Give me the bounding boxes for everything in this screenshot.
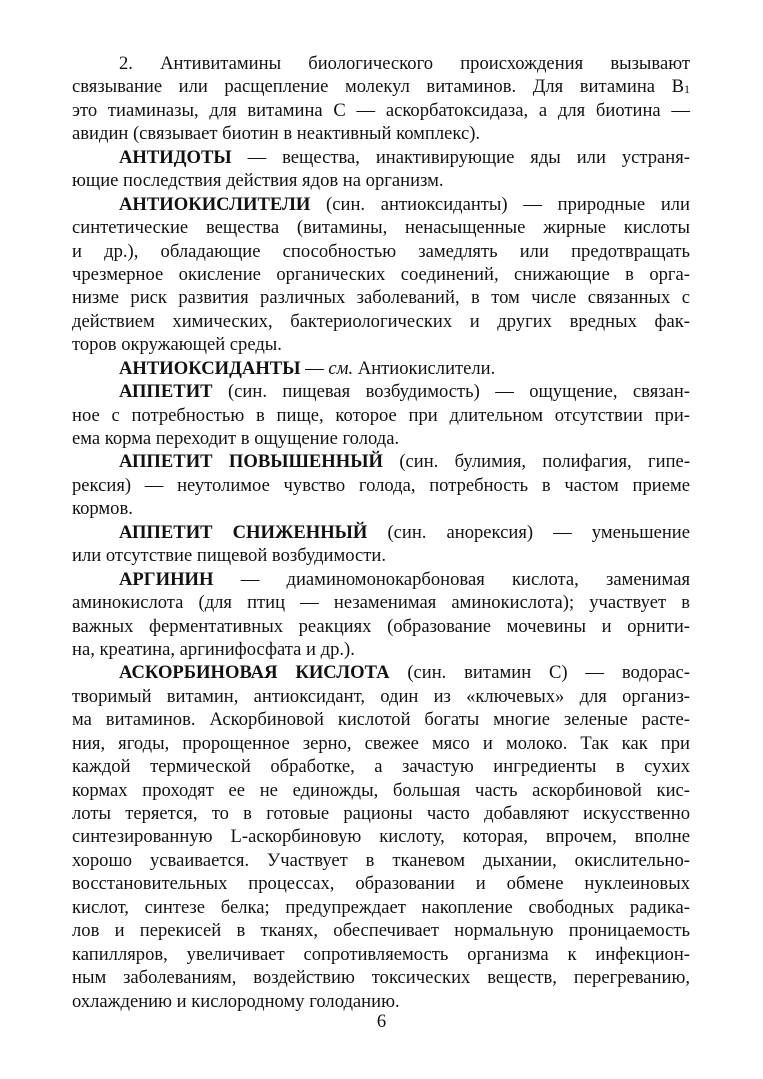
text-line [72, 497, 690, 520]
term-heading: АНТИОКИСЛИТЕЛИ [119, 193, 311, 215]
text-line [72, 896, 690, 919]
text-run: на, креатина, аргинифосфата и др.). [72, 638, 355, 660]
text-run: хорошо усваивается. Участвует в тканевом дыхании, окислительно- [72, 849, 690, 871]
term-heading: АППЕТИТ СНИЖЕННЫЙ [119, 521, 368, 543]
subscript: 1 [684, 82, 690, 97]
text-run: — диаминомонокарбоновая кислота, заменимая [213, 568, 690, 590]
text-line [72, 708, 690, 731]
text-run: связывание или расщепление молекул витаминов. Для витамина B [72, 76, 684, 98]
text-run: торов окружающей среды. [72, 334, 282, 356]
text-run: лоты теряется, то в готовые рационы часто добавляют искусственно [72, 803, 690, 824]
text-run: кормах проходят ее не единожды, большая часть аскорбиновой кис- [72, 779, 690, 801]
text-run: синтезированную L-аскорбиновую кислоту, которая, впрочем, вполне [72, 826, 690, 848]
text-run: ное с потребностью в пище, которое при длительном отсутствии при- [72, 404, 690, 426]
term-heading: АНТИОКСИДАНТЫ [119, 357, 301, 379]
text-line [72, 286, 690, 309]
text-run: — [300, 357, 329, 379]
text-line [72, 755, 690, 778]
text-line [72, 638, 690, 661]
text-run: чрезмерное окисление органических соединений, снижающие в орга- [72, 263, 690, 285]
text-line [72, 568, 690, 591]
text-line [72, 872, 690, 895]
text-run: восстановительных процессах, образовании и обмене нуклеиновых [72, 873, 690, 895]
text-run: — вещества, инактивирующие яды или устраня- [231, 146, 690, 168]
text-run: (син. булимия, полифагия, гипе- [382, 451, 691, 473]
text-line [72, 310, 690, 333]
text-run: творимый витамин, антиоксидант, один из «ключевых» для организ- [72, 685, 690, 707]
term-heading: АНТИДОТЫ [119, 146, 232, 168]
paragraph-antivitamins-2 [72, 52, 690, 146]
text-run: ным заболеваниям, воздействию токсических веществ, перегреванию, [72, 967, 690, 989]
text-run: ема корма переходит в ощущение голода. [72, 428, 400, 449]
text-run: важных ферментативных реакциях (образование мочевины и орнити- [72, 615, 690, 637]
text-line [72, 333, 690, 356]
document-body [72, 52, 690, 1013]
text-run: это тиаминазы, для витамина С — аскорбатоксидаза, а для биотина — [72, 99, 690, 121]
text-run: авидин (связывает биотин в неактивный комплекс). [72, 123, 481, 145]
paragraph-appetite [72, 380, 690, 450]
paragraph-appetite-increased [72, 450, 690, 520]
term-heading: АППЕТИТ [119, 381, 213, 403]
text-line [72, 263, 690, 286]
text-run: кормов. [72, 498, 133, 520]
text-line [72, 122, 690, 145]
term-heading: АРГИНИН [119, 568, 214, 590]
text-line [72, 849, 690, 872]
text-run: ющие последствия действия ядов на организм. [72, 170, 444, 192]
text-line [72, 779, 690, 802]
text-line [72, 474, 690, 497]
text-run: (син. анорексия) — уменьшение [367, 521, 690, 543]
text-line [72, 544, 690, 567]
text-line [72, 802, 690, 825]
text-run: охлаждению и кислородному голоданию. [72, 990, 400, 1012]
text-line [72, 380, 690, 403]
text-line [72, 216, 690, 239]
text-run: рексия) — неутолимое чувство голода, потребность в частом приеме [72, 474, 690, 496]
text-line [72, 919, 690, 942]
text-line [72, 615, 690, 638]
text-run: лов и перекисей в тканях, обеспечивает нормальную проницаемость [72, 920, 690, 942]
text-run: или отсутствие пищевой возбудимости. [72, 545, 387, 567]
paragraph-ascorbic-acid [72, 661, 690, 1013]
text-run: каждой термической обработке, а зачастую ингредиенты в сухих [72, 756, 690, 778]
text-line [72, 427, 690, 450]
text-line [72, 943, 690, 966]
term-heading: АППЕТИТ ПОВЫШЕННЫЙ [119, 451, 383, 473]
text-run: Антиокислители. [353, 357, 496, 379]
text-run: действием химических, бактериологических и других вредных фак- [72, 310, 690, 332]
text-line [72, 990, 690, 1013]
text-line [72, 661, 690, 684]
paragraph-antioxidants [72, 357, 690, 380]
text-line [72, 732, 690, 755]
text-line [72, 99, 690, 122]
text-run: ния, ягоды, пророщенное зерно, свежее мясо и молоко. Так как при [72, 732, 690, 754]
text-run: капилляров, увеличивает сопротивляемость организма к инфекцион- [72, 943, 690, 965]
text-line [72, 357, 690, 380]
text-line [72, 193, 690, 216]
text-line [72, 404, 690, 427]
text-line [72, 75, 690, 98]
paragraph-antidotes [72, 146, 690, 193]
text-run: кислот, синтезе белка; предупреждает накопление свободных радика- [72, 896, 690, 918]
term-heading: АСКОРБИНОВАЯ КИСЛОТА [119, 662, 390, 684]
text-line [72, 450, 690, 473]
text-run: низме риск развития различных заболеваний, в том числе связанных с [72, 287, 690, 309]
text-line [72, 591, 690, 614]
paragraph-appetite-reduced [72, 521, 690, 568]
text-line [72, 146, 690, 169]
text-run: и др.), обладающие способностью замедлять или предотвращать [72, 240, 690, 262]
paragraph-arginine [72, 568, 690, 662]
text-line [72, 966, 690, 989]
see-reference: см. [328, 357, 354, 379]
text-run: (син. антиоксиданты) — природные или [310, 193, 690, 215]
text-run: синтетические вещества (витамины, ненасыщенные жирные кислоты [72, 217, 690, 239]
page-number: 6 [376, 1011, 387, 1032]
text-run: (син. витамин С) — водорас- [389, 662, 690, 684]
text-line [72, 521, 690, 544]
text-line [72, 240, 690, 263]
text-line [72, 169, 690, 192]
paragraph-antioxidizers [72, 193, 690, 357]
text-run: аминокислота (для птиц — незаменимая аминокислота); участвует в [72, 592, 690, 614]
text-run: ма витаминов. Аскорбиновой кислотой богаты многие зеленые расте- [72, 709, 690, 731]
text-line [72, 52, 690, 75]
text-line [72, 685, 690, 708]
text-run: 2. Антивитамины биологического происхождения вызывают [119, 53, 690, 74]
text-run: (син. пищевая возбудимость) — ощущение, связан- [212, 381, 690, 403]
text-line [72, 825, 690, 848]
